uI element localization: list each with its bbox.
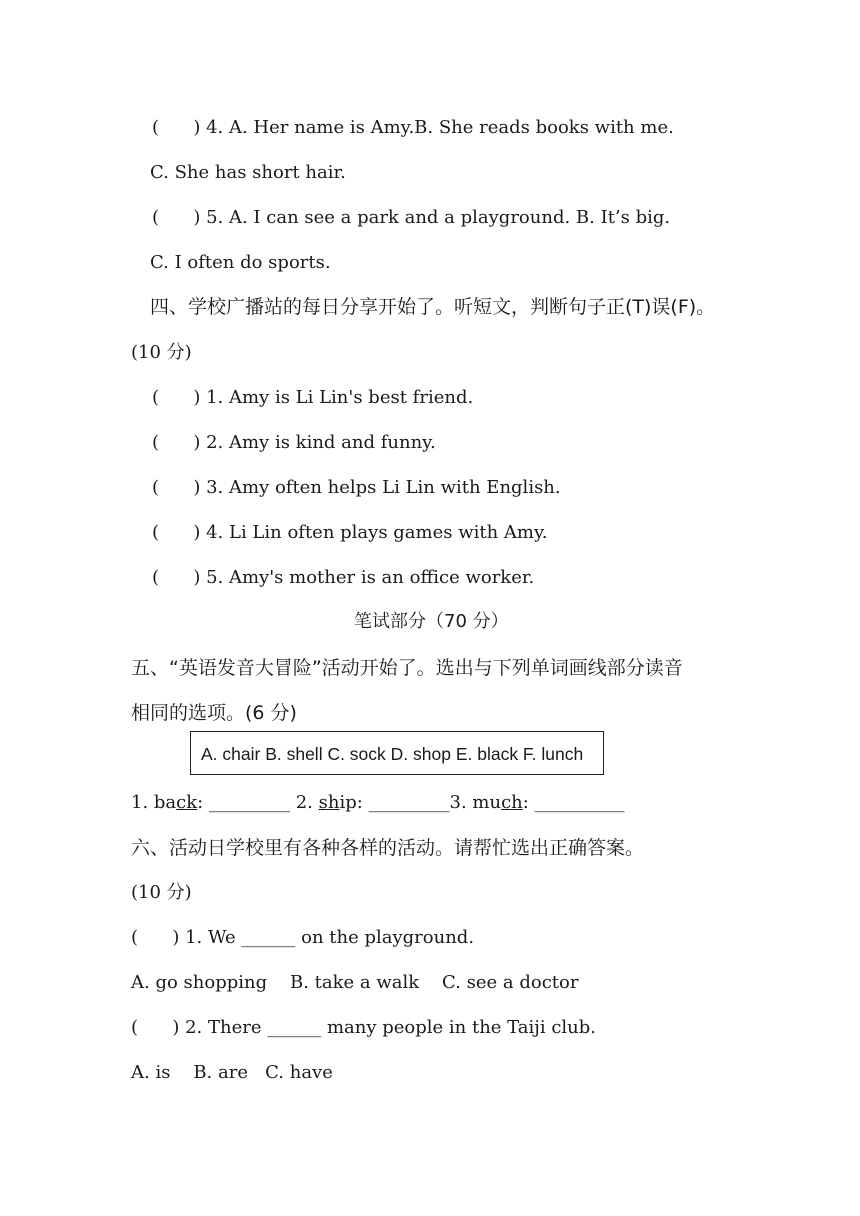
q3-blank: : __________ <box>522 792 625 813</box>
q1-blank: : _________ <box>197 792 296 813</box>
part6-instruction: 六、活动日学校里有各种各样的活动。请帮忙选出正确答案。 <box>131 837 645 859</box>
q3-word-start: mu <box>472 792 502 813</box>
q1-underlined-part: ck <box>176 792 198 813</box>
part4-score: (10 分) <box>131 342 192 363</box>
part6-q1: ( ) 1. We ______ on the playground. <box>131 927 475 948</box>
part6-q2: ( ) 2. There ______ many people in the Taiji club. <box>131 1017 596 1038</box>
part6-q2-options: A. is B. are C. have <box>131 1062 333 1083</box>
q2-number: 2. <box>295 792 319 813</box>
written-section-title: 笔试部分（70 分） <box>354 611 509 632</box>
q1-word-start: ba <box>153 792 177 813</box>
part5-instruction-line2: 相同的选项。(6 分) <box>131 702 297 724</box>
q3-underlined-part: ch <box>501 792 523 813</box>
part5-instruction-line1: 五、“英语发音大冒险”活动开始了。选出与下列单词画线部分读音 <box>131 657 683 679</box>
part4-item-1: ( ) 1. Amy is Li Lin's best friend. <box>152 387 474 408</box>
q3-number: 3. <box>449 792 473 813</box>
part6-q1-options: A. go shopping B. take a walk C. see a doctor <box>131 972 579 993</box>
q2-underlined-part: sh <box>318 792 340 813</box>
part4-item-5: ( ) 5. Amy's mother is an office worker. <box>152 567 535 588</box>
part4-instruction: 四、学校广播站的每日分享开始了。听短文，判断句子正(T)误(F)。 <box>150 296 716 318</box>
part4-item-2: ( ) 2. Amy is kind and funny. <box>152 432 436 453</box>
part3-q5-line2: C. I often do sports. <box>150 252 331 273</box>
part3-q4-line2: C. She has short hair. <box>150 162 346 183</box>
part5-options-box: A. chair B. shell C. sock D. shop E. black F. lunch <box>190 731 604 775</box>
part3-q4-line1: ( ) 4. A. Her name is Amy.B. She reads books with me. <box>152 117 674 138</box>
part6-score: (10 分) <box>131 882 192 903</box>
part5-questions <box>131 791 625 815</box>
q1-number: 1. <box>131 792 154 813</box>
q2-blank: ip: _________ <box>339 792 450 813</box>
part3-q5-line1: ( ) 5. A. I can see a park and a playground. B. It’s big. <box>152 207 671 228</box>
part4-item-3: ( ) 3. Amy often helps Li Lin with English. <box>152 477 561 498</box>
part4-item-4: ( ) 4. Li Lin often plays games with Amy. <box>152 522 548 543</box>
